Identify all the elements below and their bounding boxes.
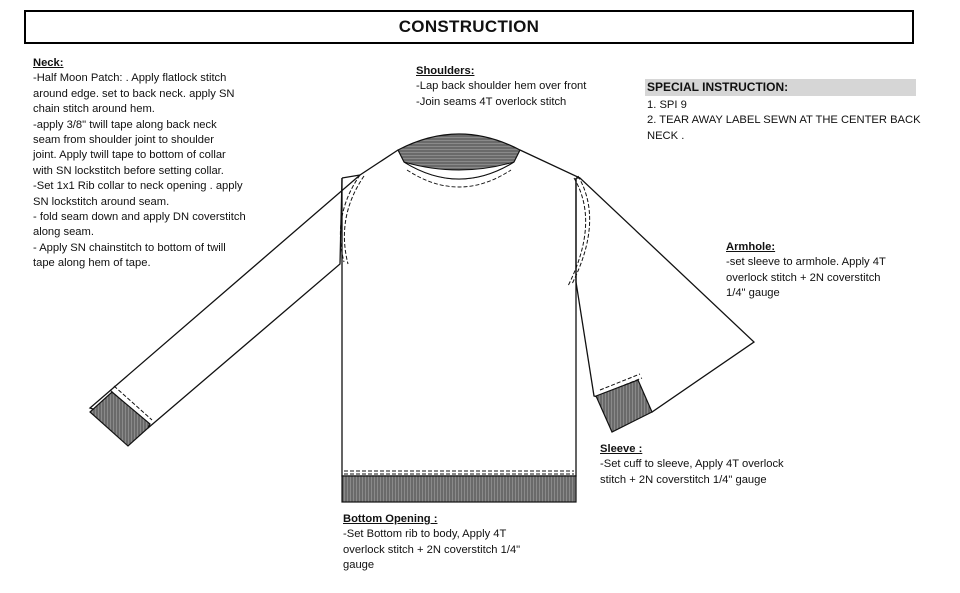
bottom-opening-line: overlock stitch + 2N coverstitch 1/4" — [343, 543, 521, 556]
special-instruction-heading: SPECIAL INSTRUCTION: — [645, 79, 916, 96]
special-instruction-line: 1. SPI 9 — [647, 99, 687, 111]
right-sleeve — [520, 150, 754, 412]
bottom-opening-line: gauge — [343, 559, 375, 572]
neck-heading: Neck: — [33, 57, 64, 69]
armhole-heading: Armhole: — [726, 241, 776, 253]
neck-line: joint. Apply twill tape to bottom of collar — [33, 149, 226, 162]
sleeve-heading: Sleeve : — [600, 443, 643, 455]
neck-line: -apply 3/8" twill tape along back neck — [33, 118, 217, 131]
neck-line: seam from shoulder joint to shoulder — [33, 134, 214, 147]
page-title: CONSTRUCTION — [398, 17, 540, 36]
neck-line: - Apply SN chainstitch to bottom of twill — [33, 241, 226, 254]
right-cuff — [596, 380, 652, 432]
right-armhole-seam — [568, 178, 586, 286]
left-armhole-seam — [344, 176, 364, 264]
shoulders-line: -Join seams 4T overlock stitch — [416, 95, 567, 108]
shoulders-heading: Shoulders: — [416, 65, 475, 77]
neck-line: -Half Moon Patch: . Apply flatlock stitch — [33, 72, 227, 85]
neck-line: SN lockstitch around seam. — [33, 195, 170, 208]
sleeve-line: -Set cuff to sleeve, Apply 4T overlock — [600, 458, 784, 471]
neck-line: around edge. set to back neck. apply SN — [33, 87, 235, 100]
armhole-line: overlock stitch + 2N coverstitch — [726, 271, 881, 284]
neck-line: -Set 1x1 Rib collar to neck opening . apply — [33, 180, 243, 193]
bottom-opening-heading: Bottom Opening : — [343, 513, 438, 525]
special-instruction-line: NECK . — [647, 129, 685, 142]
neck-line: along seam. — [33, 226, 94, 239]
special-instruction-line: 2. TEAR AWAY LABEL SEWN AT THE CENTER BACK — [647, 114, 921, 127]
shoulders-line: -Lap back shoulder hem over front — [416, 80, 587, 93]
bottom-rib — [342, 476, 576, 502]
neck-line: tape along hem of tape. — [33, 257, 151, 270]
sleeve-line: stitch + 2N coverstitch 1/4" gauge — [600, 473, 767, 486]
armhole-line: -set sleeve to armhole. Apply 4T — [726, 256, 886, 269]
neck-line: with SN lockstitch before setting collar. — [33, 164, 224, 177]
armhole-line: 1/4" gauge — [726, 287, 780, 300]
bottom-opening-line: -Set Bottom rib to body, Apply 4T — [343, 528, 507, 541]
body-outline — [342, 178, 576, 476]
neck-line: chain stitch around hem. — [33, 103, 155, 116]
left-sleeve — [90, 150, 398, 428]
neck-line: - fold seam down and apply DN coverstitch — [33, 211, 246, 224]
